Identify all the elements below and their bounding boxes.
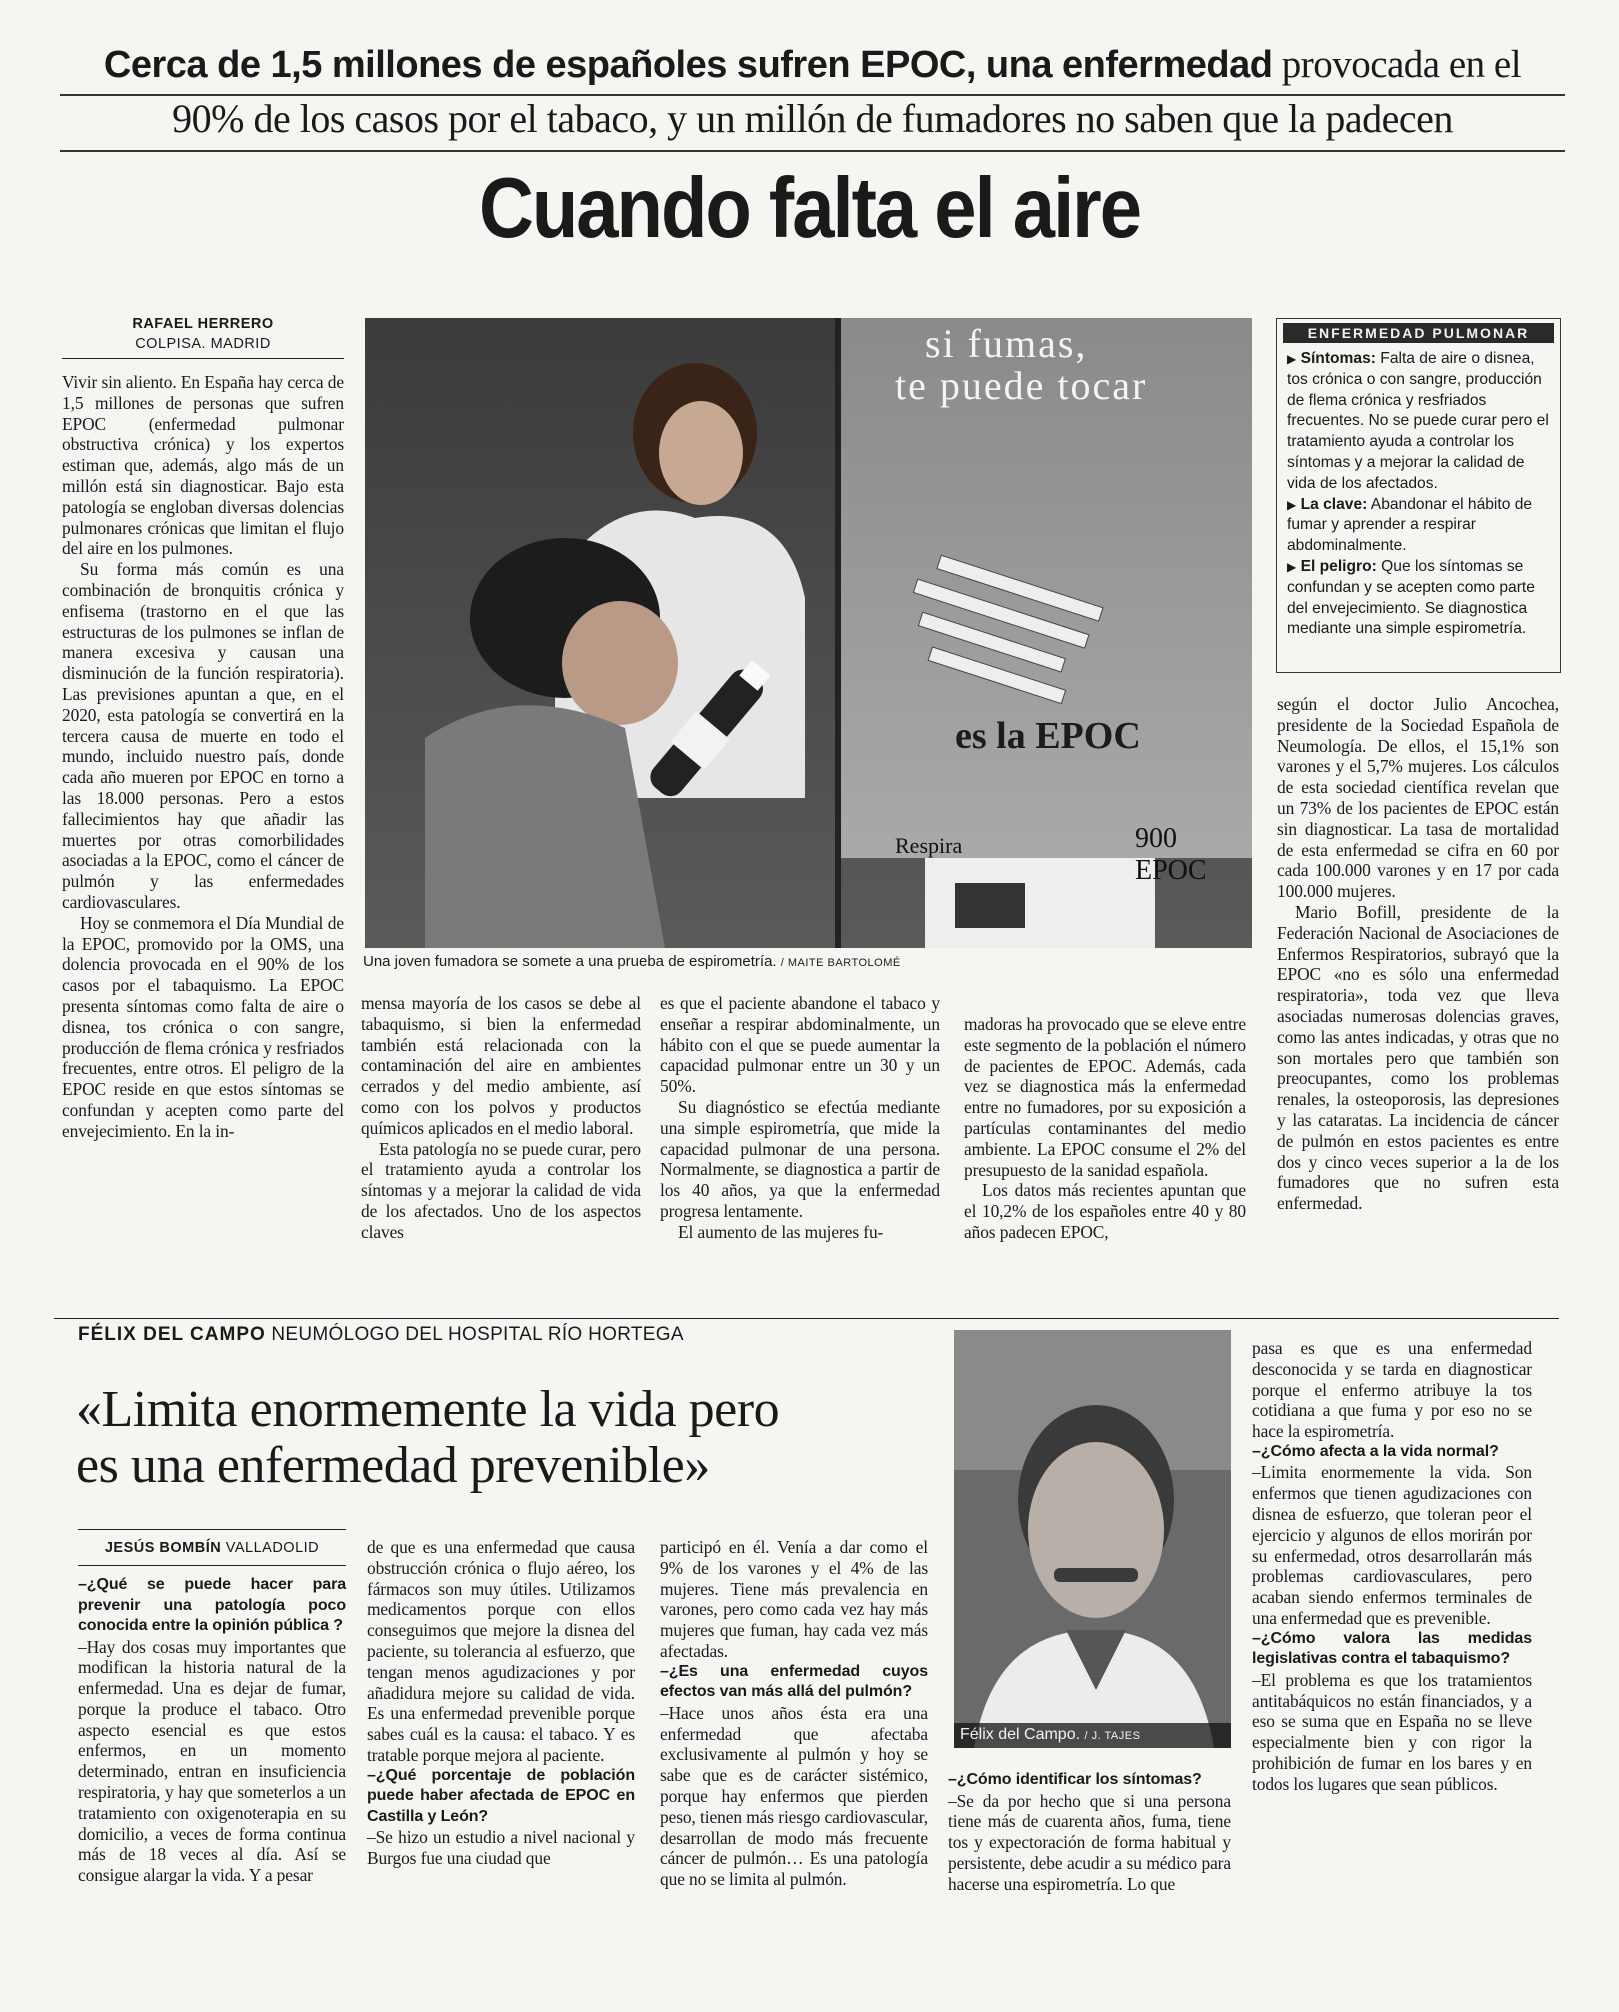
kicker-rule <box>60 94 1565 96</box>
interview-byline-rule-top <box>78 1529 346 1530</box>
interview-question: –¿Es una enfermedad cuyos efectos van más allá del pulmón? <box>660 1662 928 1701</box>
article-paragraph: Su diagnóstico se efectúa mediante una simple espirometría, que mide la capacidad pulmonar de una persona. Normalmente, se diagnostica a partir de los 40 años, ya que la enfermedad progresa lentamente. <box>660 1096 940 1221</box>
poster-headline-1: si fumas, <box>925 321 1088 366</box>
interview-answer: participó en él. Venía a dar como el 9% de los varones y el 4% de las mujeres. Tiene más prevalencia en varones, pero como cada vez hay más mujeres que fuman, hay cada vez más afectadas. <box>660 1537 928 1661</box>
article-column-5 <box>1277 694 1559 1214</box>
article-paragraph: Los datos más recientes apuntan que el 10,2% de los españoles entre 40 y 80 años padecen EPOC, <box>964 1180 1246 1242</box>
triangle-icon: ▶ <box>1287 352 1297 366</box>
sidebox-body <box>1277 347 1560 646</box>
article-paragraph: Su forma más común es una combinación de bronquitis crónica y enfisema (trastorno en el que las estructuras de los pulmones se inflan de manera excesiva y causan una disminución de la función respiratoria). Las previsiones apuntan a que, en el 2020, esta patología se convertirá en la tercera causa de muerte en todo el mundo, incluido nuestro país, donde cada año mueren por EPOC en torno a las 18.000 personas. Pero a estos fallecimientos hay que añadir las muertes por otras comorbilidades asociadas a la EPOC, como el cáncer de pulmón y las enfermedades cardiovasculares. <box>62 559 344 912</box>
interview-byline-name: JESÚS BOMBÍN <box>104 1540 222 1556</box>
interview-column-5 <box>1252 1338 1532 1795</box>
caption-credit: / MAITE BARTOLOMÉ <box>780 957 901 969</box>
spirometry-photo-illustration <box>365 318 1252 948</box>
interviewee-role: NEUMÓLOGO DEL HOSPITAL RÍO HORTEGA <box>265 1324 684 1345</box>
interview-label <box>78 1324 684 1346</box>
triangle-icon: ▶ <box>1287 497 1297 512</box>
sidebox-item-label: El peligro: <box>1300 557 1377 575</box>
interview-answer: –Hace unos años ésta era una enfermedad que afectaba exclusivamente al pulmón y hoy se sabe que es de carácter sistémico, porque hay enfermos que pierden peso, tienen más riesgo cardiovascular, desarrollan de modo más frecuente cáncer de pulmón… Es una patología que no se limita al pulmón. <box>660 1702 928 1890</box>
interview-column-1 <box>78 1575 346 1886</box>
sidebox-item-text: Que los síntomas se confundan y se acepten como parte del envejecimiento. Se diagnostica mediante una simple espirometría. <box>1287 557 1535 638</box>
article-paragraph: es que el paciente abandone el tabaco y enseñar a respirar abdominalmente, un hábito con el que se puede aumentar la capacidad pulmonar entre un 30 y un 50%. <box>660 993 940 1097</box>
byline-rule <box>62 358 344 359</box>
poster-brand-left: Respira <box>895 833 963 858</box>
interviewee-caption-credit: / J. TAJES <box>1084 1730 1141 1742</box>
article-paragraph: Hoy se conmemora el Día Mundial de la EPOC, promovido por la OMS, una dolencia provocada en el 90% de los casos por el tabaquismo. La EPOC presenta síntomas como falta de aire o disnea, tos crónica o con sangre, producción de flema crónica y resfriados frecuentes, entre otros. El peligro de la EPOC reside en que estos síntomas se confundan y acepten como parte del envejecimiento. En la in- <box>62 912 344 1141</box>
main-photo <box>365 318 1252 948</box>
sidebox-title: ENFERMEDAD PULMONAR <box>1283 323 1554 343</box>
interview-headline-quote <box>76 1382 976 1494</box>
byline-name: RAFAEL HERRERO <box>132 316 274 332</box>
byline <box>62 314 344 354</box>
article-column-3 <box>660 993 940 1243</box>
article-paragraph: Mario Bofill, presidente de la Federación Nacional de Asociaciones de Enfermos Respiratorios, subrayó que la EPOC «no es sólo una enfermedad respiratoria», toda vez que lleva asociadas numerosas dolencias graves, como las antes indicadas, y otras que no son mortales pero que también son preocupantes, como los problemas renales, la osteoporosis, las depresiones y las cataratas. La incidencia de cáncer de pulmón en estos pacientes es entre dos y cinco veces superior a la de los fumadores que no sufren esta enfermedad. <box>1277 901 1559 1214</box>
sidebox-item-peligro <box>1287 557 1552 640</box>
interview-answer: –Se hizo un estudio a nivel nacional y Burgos fue una ciudad que <box>367 1827 635 1869</box>
article-paragraph: madoras ha provocado que se eleve entre este segmento de la población el número de pacientes de EPOC. Además, cada vez se diagnostica más la enfermedad entre no fumadores, por su exposición a partículas contaminantes del medio ambiente. La EPOC consume el 2% del presupuesto de la sanidad española. <box>964 1014 1246 1180</box>
interview-answer: –Se da por hecho que si una persona tiene más de cuarenta años, fuma, tiene tos y expectoración de forma habitual y persistente, debe acudir a su médico para hacerse una espirometría. Lo que <box>948 1790 1231 1894</box>
triangle-icon: ▶ <box>1287 559 1297 574</box>
article-paragraph: Vivir sin aliento. En España hay cerca de 1,5 millones de personas que sufren EPOC (enfermedad pulmonar obstructiva crónica) y los expertos estiman que, además, algo más de un millón está sin diagnosticar. Bajo esta patología se engloban diversas dolencias pulmonares crónicas que limitan el flujo del aire en los pulmones. <box>62 372 344 559</box>
article-column-2 <box>361 993 641 1243</box>
interview-question: –¿Cómo identificar los síntomas? <box>948 1771 1202 1788</box>
interview-byline-rule <box>78 1565 346 1566</box>
article-paragraph: El aumento de las mujeres fu- <box>678 1221 884 1242</box>
interview-question: –¿Cómo afecta a la vida normal? <box>1252 1442 1499 1460</box>
sidebox-item-text: Abandonar el hábito de fumar y aprender a respirar abdominalmente. <box>1287 495 1533 555</box>
article-column-1 <box>62 372 344 1141</box>
interview-column-2 <box>367 1537 635 1869</box>
byline-place: COLPISA. MADRID <box>135 336 271 352</box>
article-column-4 <box>964 1014 1246 1243</box>
interview-question: –¿Qué se puede hacer para prevenir una patología poco conocida entre la opinión pública ? <box>78 1576 346 1634</box>
interview-answer: –El problema es que los tratamientos antitabáquicos no están financiados, y a eso se suma que en España no se lleve especialmente bien y con rigor la prohibición de fumar en los bares y en todos los lugares que sean públicos. <box>1252 1669 1532 1794</box>
interview-answer: –Limita enormemente la vida. Son enfermos que tienen agudizaciones con disnea de esfuerzo, que toleran peor el ejercicio y algunos de ellos morirán por su enfermedad, otros desarrollarán más problemas cardiovasculares, pero acaban siendo enfermos terminales de una enfermedad que es prevenible. <box>1252 1462 1532 1629</box>
interview-answer: pasa es que es una enfermedad desconocida y se tarda en diagnosticar porque el enfermo atribuye la tos cotidiana a que fuma y por eso no se hace la espirometría. <box>1252 1338 1532 1442</box>
sidebox-item-label: La clave: <box>1300 495 1368 513</box>
poster-epoc: es la EPOC <box>955 715 1141 757</box>
interview-answer: –Hay dos cosas muy importantes que modifican la historia natural de la enfermedad. Una es dejar de fumar, porque la produce el tabaco. Otro aspecto esencial es que estos enfermos, en un momento determinado, entran en insuficiencia respiratoria, y hay que someterlos a un tratamiento con oxigenoterapia en su domicilio, a veces de forma continua más de 18 veces al día. Así se consigue alargar la vida. Y a pesar <box>78 1636 346 1886</box>
article-paragraph: Esta patología no se puede curar, pero el tratamiento ayuda a controlar los síntomas y a mejorar la calidad de vida de los afectados. Uno de los aspectos claves <box>361 1138 641 1242</box>
kicker-line-1 <box>60 38 1565 92</box>
interview-question: –¿Qué porcentaje de población puede haber afectada de EPOC en Castilla y León? <box>367 1766 635 1825</box>
interviewee-photo-caption <box>954 1723 1231 1748</box>
headline: Cuando falta el aire <box>478 160 1141 257</box>
quote-line-1: «Limita enormemente la vida pero <box>76 1381 780 1438</box>
kicker <box>60 38 1565 145</box>
kicker-line-2: 90% de los casos por el tabaco, y un millón de fumadores no saben que la padecen <box>172 96 1453 141</box>
sidebox-item-text: Falta de aire o disnea, tos crónica o con sangre, producción de flema crónica y resfriados frecuentes. No se puede curar pero el tratamiento ayuda a controlar los síntomas y a mejorar la calidad de vida de los afectados. <box>1287 350 1549 492</box>
interview-byline-place: VALLADOLID <box>221 1540 320 1556</box>
article-paragraph: según el doctor Julio Ancochea, presidente de la Sociedad Española de Neumología. De ellos, el 15,1% son varones y el 5,7% mujeres. Los cálculos de esta sociedad científica revelan que un 73% de los pacientes de EPOC están sin diagnosticar. La tasa de mortalidad de esta enfermedad se cifra en 60 por cada 100.000 varones y en 17 por cada 100.000 mujeres. <box>1277 694 1559 902</box>
sidebox-item-sintomas <box>1287 349 1552 495</box>
sidebar-box-enfermedad-pulmonar <box>1276 318 1561 673</box>
poster-brand-right: 900 EPOC <box>1135 823 1207 886</box>
kicker-bold: Cerca de 1,5 millones de españoles sufren EPOC, una enfermedad <box>103 44 1273 86</box>
interview-column-4 <box>948 1770 1231 1894</box>
interview-question: –¿Cómo valora las medidas legislativas contra el tabaquismo? <box>1252 1629 1532 1668</box>
interviewee-caption-text: Félix del Campo. <box>960 1726 1081 1743</box>
portrait-illustration <box>954 1330 1231 1748</box>
interviewee-name: FÉLIX DEL CAMPO <box>78 1324 266 1345</box>
interview-answer: de que es una enfermedad que causa obstrucción crónica o flujo aéreo, los fármacos son muy útiles. Utilizamos medicamentos porque con ellos conseguimos que mejore la disnea del paciente, su tolerancia al esfuerzo, que tengan menos agudizaciones y por añadidura mejore su calidad de vida. Es una enfermedad prevenible porque sabes cuál es la causa: el tabaco. Y es tratable porque mejora al paciente. <box>367 1537 635 1765</box>
article-paragraph: mensa mayoría de los casos se debe al tabaquismo, si bien la enfermedad también está relacionada con la contaminación del aire en ambientes cerrados y del medio ambiente, así como con los polvos y productos químicos aplicados en el medio laboral. <box>361 993 641 1138</box>
kicker-rest: provocada en el <box>1272 43 1522 86</box>
main-photo-caption <box>363 952 1253 973</box>
sidebox-item-label: Síntomas: <box>1300 350 1376 367</box>
interviewee-photo <box>954 1330 1231 1748</box>
interview-byline <box>78 1538 346 1558</box>
quote-line-2: es una enfermedad prevenible» <box>76 1437 710 1494</box>
interview-column-3 <box>660 1537 928 1890</box>
poster-headline-2: te puede tocar <box>895 363 1148 408</box>
sidebox-item-clave <box>1287 495 1552 557</box>
caption-text: Una joven fumadora se somete a una prueba de espirometría. <box>363 953 777 970</box>
kicker-rule-bottom <box>60 150 1565 152</box>
interview-top-rule <box>54 1318 1559 1319</box>
